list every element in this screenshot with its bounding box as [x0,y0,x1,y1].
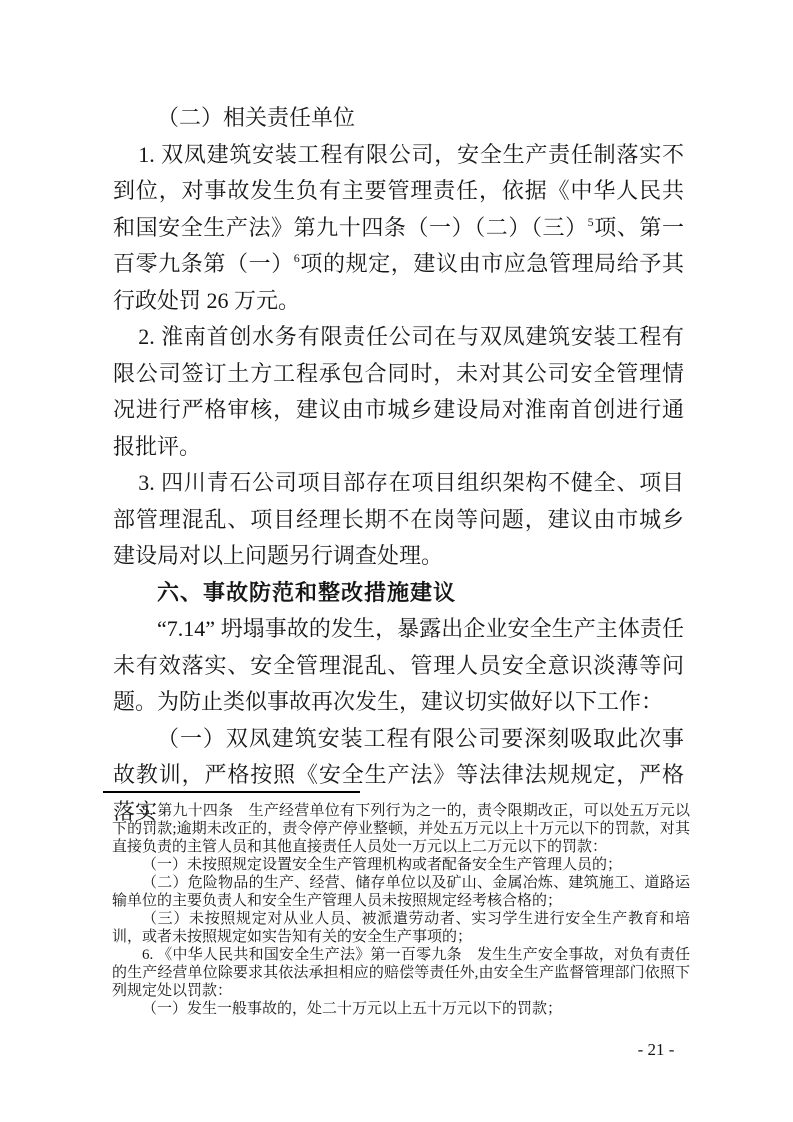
section-heading-related-units: （二）相关责任单位 [157,105,356,130]
unit-1-text-c: 项的规定，建议由市应急管理局给予其行政处罚 26 万元。 [113,251,684,313]
section-heading-prevention: 六、事故防范和整改措施建议 [157,579,457,605]
footnote-ref-6: 6 [293,251,300,265]
paragraph-prevention-measure-1: （一）双凤建筑安装工程有限公司要深刻吸取此次事故教训，严格按照《安全生产法》等法律法规规定，严格落实 [113,725,684,824]
footnotes-block [112,802,690,1018]
footnote-5-item-1: （一）未按照规定设置安全生产管理机构或者配备安全生产管理人员的； [142,857,623,873]
paragraph-prevention-intro: “7.14” 坍塌事故的发生，暴露出企业安全生产主体责任未有效落实、安全管理混乱、管理人员安全意识淡薄等问题。为防止类似事故再次发生，建议切实做好以下工作： [113,616,684,714]
footnote-ref-5: 5 [587,214,594,229]
footnote-5-main: 5. 第九十四条 生产经营单位有下列行为之一的，责令限期改正，可以处五万元以下的罚款;逾期未改正的，责令停产停业整顿，并处五万元以上十万元以下的罚款，对其直接负责的主管人员和其他直接责任人员处一万元以上二万元以下的罚款： [112,803,690,855]
paragraph-unit-1 [113,137,684,320]
paragraph-unit-3: 3. 四川青石公司项目部存在项目组织架构不健全、项目部管理混乱、项目经理长期不在岗等问题，建议由市城乡建设局对以上问题另行调查处理。 [113,470,684,568]
footnote-separator [103,791,360,793]
footnote-6-item-1: （一）发生一般事故的，处二十万元以上五十万元以下的罚款； [142,1001,563,1017]
paragraph-unit-2: 2. 淮南首创水务有限责任公司在与双凤建筑安装工程有限公司签订土方工程承包合同时，未对其公司安全管理情况进行严格审核，建议由市城乡建设局对淮南首创进行通报批评。 [113,324,684,459]
footnote-6-main: 6. 《中华人民共和国安全生产法》第一百零九条 发生生产安全事故，对负有责任的生产经营单位除要求其依法承担相应的赔偿等责任外,由安全生产监督管理部门依照下列规定处以罚款： [112,947,690,999]
unit-1-text-b: 项、第一百零九条第（一） [113,214,684,276]
footnote-5-item-2: （二）危险物品的生产、经营、储存单位以及矿山、金属冶炼、建筑施工、道路运输单位的主要负责人和安全生产管理人员未按照规定经考核合格的； [112,875,690,909]
footnote-5-item-3: （三）未按照规定对从业人员、被派遣劳动者、实习学生进行安全生产教育和培训，或者未按照规定如实告知有关的安全生产事项的； [112,911,690,945]
page-number: - 21 - [637,1040,675,1059]
document-body [113,100,684,830]
unit-1-text-a: 1. 双凤建筑安装工程有限公司，安全生产责任制落实不到位，对事故发生负有主要管理责任，依据《中华人民共和国安全生产法》第九十四条（一）（二）（三） [113,141,684,240]
